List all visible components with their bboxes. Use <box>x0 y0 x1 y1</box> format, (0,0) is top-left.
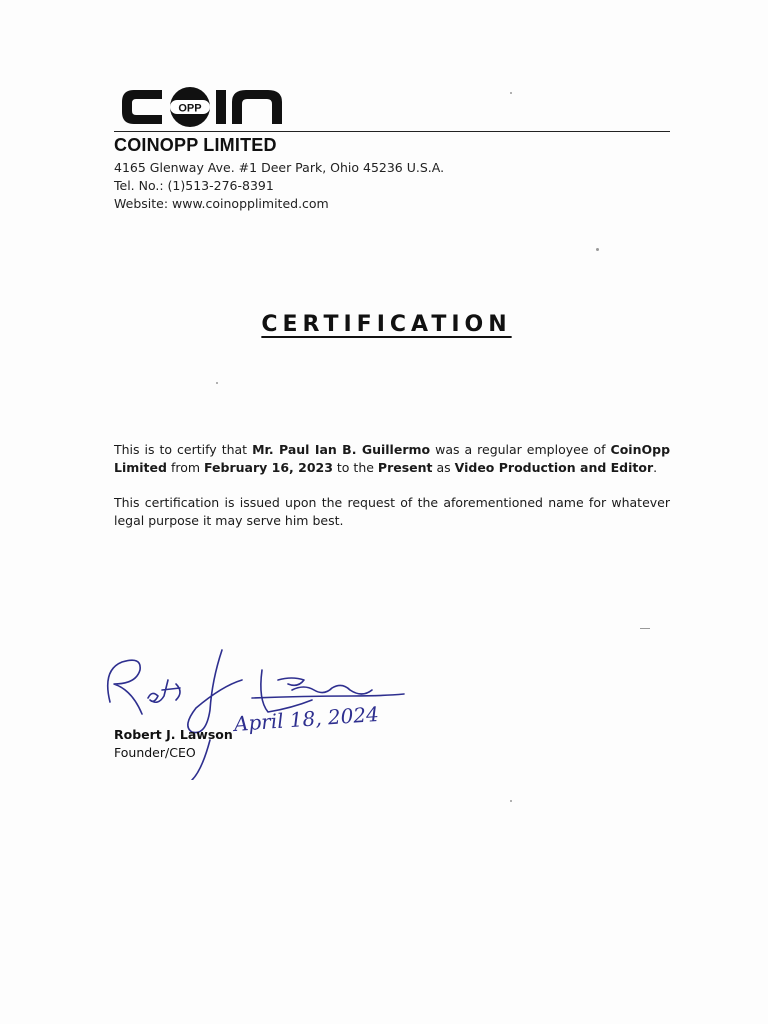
scan-speck <box>510 92 512 94</box>
company-website: Website: www.coinopplimited.com <box>114 196 329 211</box>
purpose-paragraph: This certification is issued upon the request of the aforementioned name for whatever legal purpose it may serve him best. <box>114 495 670 528</box>
header-rule <box>114 131 670 132</box>
certification-paragraph <box>114 441 670 477</box>
coinopp-logo <box>118 82 286 132</box>
para1-text-4: to the <box>332 460 378 475</box>
company-address: 4165 Glenway Ave. #1 Deer Park, Ohio 45236 U.S.A. <box>114 160 445 175</box>
scan-speck <box>216 382 218 384</box>
company-name: COINOPP LIMITED <box>114 135 277 155</box>
signer-name: Robert J. Lawson <box>114 727 233 742</box>
signer-title: Founder/CEO <box>114 745 196 760</box>
scan-speck <box>510 800 512 802</box>
scan-speck <box>640 628 650 629</box>
company-telephone: Tel. No.: (1)513-276-8391 <box>114 178 274 193</box>
para1-text-6: . <box>653 460 658 475</box>
start-date: February 16, 2023 <box>204 460 333 475</box>
end-date: Present <box>377 460 433 475</box>
employee-name: Mr. Paul Ian B. Guillermo <box>252 442 431 457</box>
scan-speck <box>596 248 599 251</box>
employer-name: CoinOpp Limited <box>114 442 671 475</box>
para1-text-2: was a regular employee of <box>430 442 611 457</box>
para1-text-1: This is to certify that <box>114 442 253 457</box>
para1-text-3: from <box>166 460 205 475</box>
document-title-text: CERTIFICATION <box>261 312 512 337</box>
logo-badge-text: OPP <box>178 102 202 115</box>
job-position: Video Production and Editor <box>454 460 654 475</box>
handwritten-date: April 18, 2024 <box>233 701 380 736</box>
document-title <box>0 312 768 337</box>
para1-text-5: as <box>432 460 455 475</box>
